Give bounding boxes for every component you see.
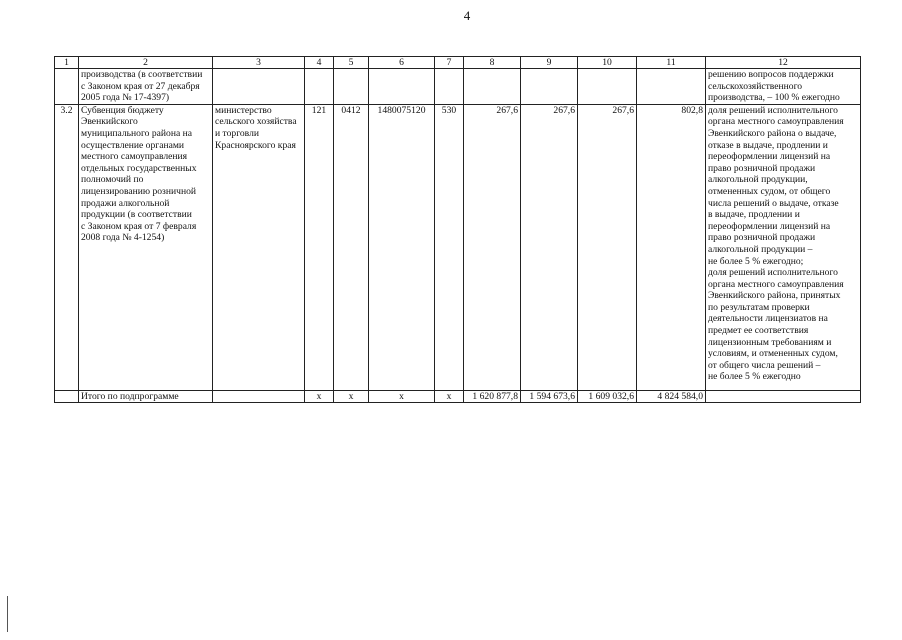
cell-num — [55, 69, 79, 105]
cell-y2 — [521, 69, 578, 105]
margin-mark — [7, 596, 8, 632]
cell-y1: 1 620 877,8 — [464, 390, 521, 403]
cell-vr — [435, 69, 464, 105]
table-header-row — [55, 57, 861, 69]
cell-vr: х — [435, 390, 464, 403]
cell-num — [55, 390, 79, 403]
cell-rzpr: х — [334, 390, 369, 403]
cell-y2: 267,6 — [521, 104, 578, 390]
cell-grbs: 121 — [305, 104, 334, 390]
cell-vr: 530 — [435, 104, 464, 390]
cell-rzpr — [334, 69, 369, 105]
cell-name: Итого по подпрограмме — [79, 390, 213, 403]
cell-total: 802,8 — [637, 104, 706, 390]
program-table — [54, 56, 861, 403]
cell-num: 3.2 — [55, 104, 79, 390]
cell-executor: министерство сельского хозяйства и торговли Красноярского края — [213, 104, 305, 390]
cell-result — [706, 390, 861, 403]
cell-total — [637, 69, 706, 105]
cell-result: доля решений исполнительного органа местного самоуправления Эвенкийского района о выдаче, отказе в выдаче, продлении и переоформлении лицензий на право розничной продажи алкогольной продукции, отмененных судом, от общего числа решений о выдаче, отказе в выдаче, продлении и переоформлении лицензий на право розничной продажи алкогольной продукции – не более 5 % ежегодно; доля решений исполнительного органа местного самоуправления Эвенкийского района, принятых по результатам проверки деятельности лицензиатов на предмет ее соответствия лицензионным требованиям и условиям, и отмененных судом, от общего числа решений – не более 5 % ежегодно — [706, 104, 861, 390]
header-col-9: 9 — [521, 57, 578, 69]
header-col-4: 4 — [305, 57, 334, 69]
cell-total: 4 824 584,0 — [637, 390, 706, 403]
cell-y3 — [578, 69, 637, 105]
header-col-1: 1 — [55, 57, 79, 69]
cell-result: решению вопросов поддержки сельскохозяйственного производства, – 100 % ежегодно — [706, 69, 861, 105]
cell-grbs — [305, 69, 334, 105]
cell-rzpr: 0412 — [334, 104, 369, 390]
header-col-12: 12 — [706, 57, 861, 69]
header-col-8: 8 — [464, 57, 521, 69]
cell-csr — [369, 69, 435, 105]
page-number: 4 — [463, 8, 471, 23]
cell-executor — [213, 69, 305, 105]
cell-y1 — [464, 69, 521, 105]
cell-csr: х — [369, 390, 435, 403]
header-col-10: 10 — [578, 57, 637, 69]
header-col-3: 3 — [213, 57, 305, 69]
header-col-11: 11 — [637, 57, 706, 69]
header-col-6: 6 — [369, 57, 435, 69]
cell-name: производства (в соответствии с Законом края от 27 декабря 2005 года № 17-4397) — [79, 69, 213, 105]
table-row-3-2 — [55, 104, 861, 390]
cell-grbs: х — [305, 390, 334, 403]
table-row-continuation — [55, 69, 861, 105]
cell-y3: 267,6 — [578, 104, 637, 390]
header-col-2: 2 — [79, 57, 213, 69]
cell-csr: 1480075120 — [369, 104, 435, 390]
header-col-5: 5 — [334, 57, 369, 69]
cell-name: Субвенция бюджету Эвенкийского муниципального района на осуществление органами местного самоуправления отдельных государственных полномочий по лицензированию розничной продажи алкогольной продукции (в соответствии с Законом края от 7 февраля 2008 года № 4-1254) — [79, 104, 213, 390]
cell-executor — [213, 390, 305, 403]
cell-y1: 267,6 — [464, 104, 521, 390]
table-row-total — [55, 390, 861, 403]
cell-y3: 1 609 032,6 — [578, 390, 637, 403]
cell-y2: 1 594 673,6 — [521, 390, 578, 403]
header-col-7: 7 — [435, 57, 464, 69]
